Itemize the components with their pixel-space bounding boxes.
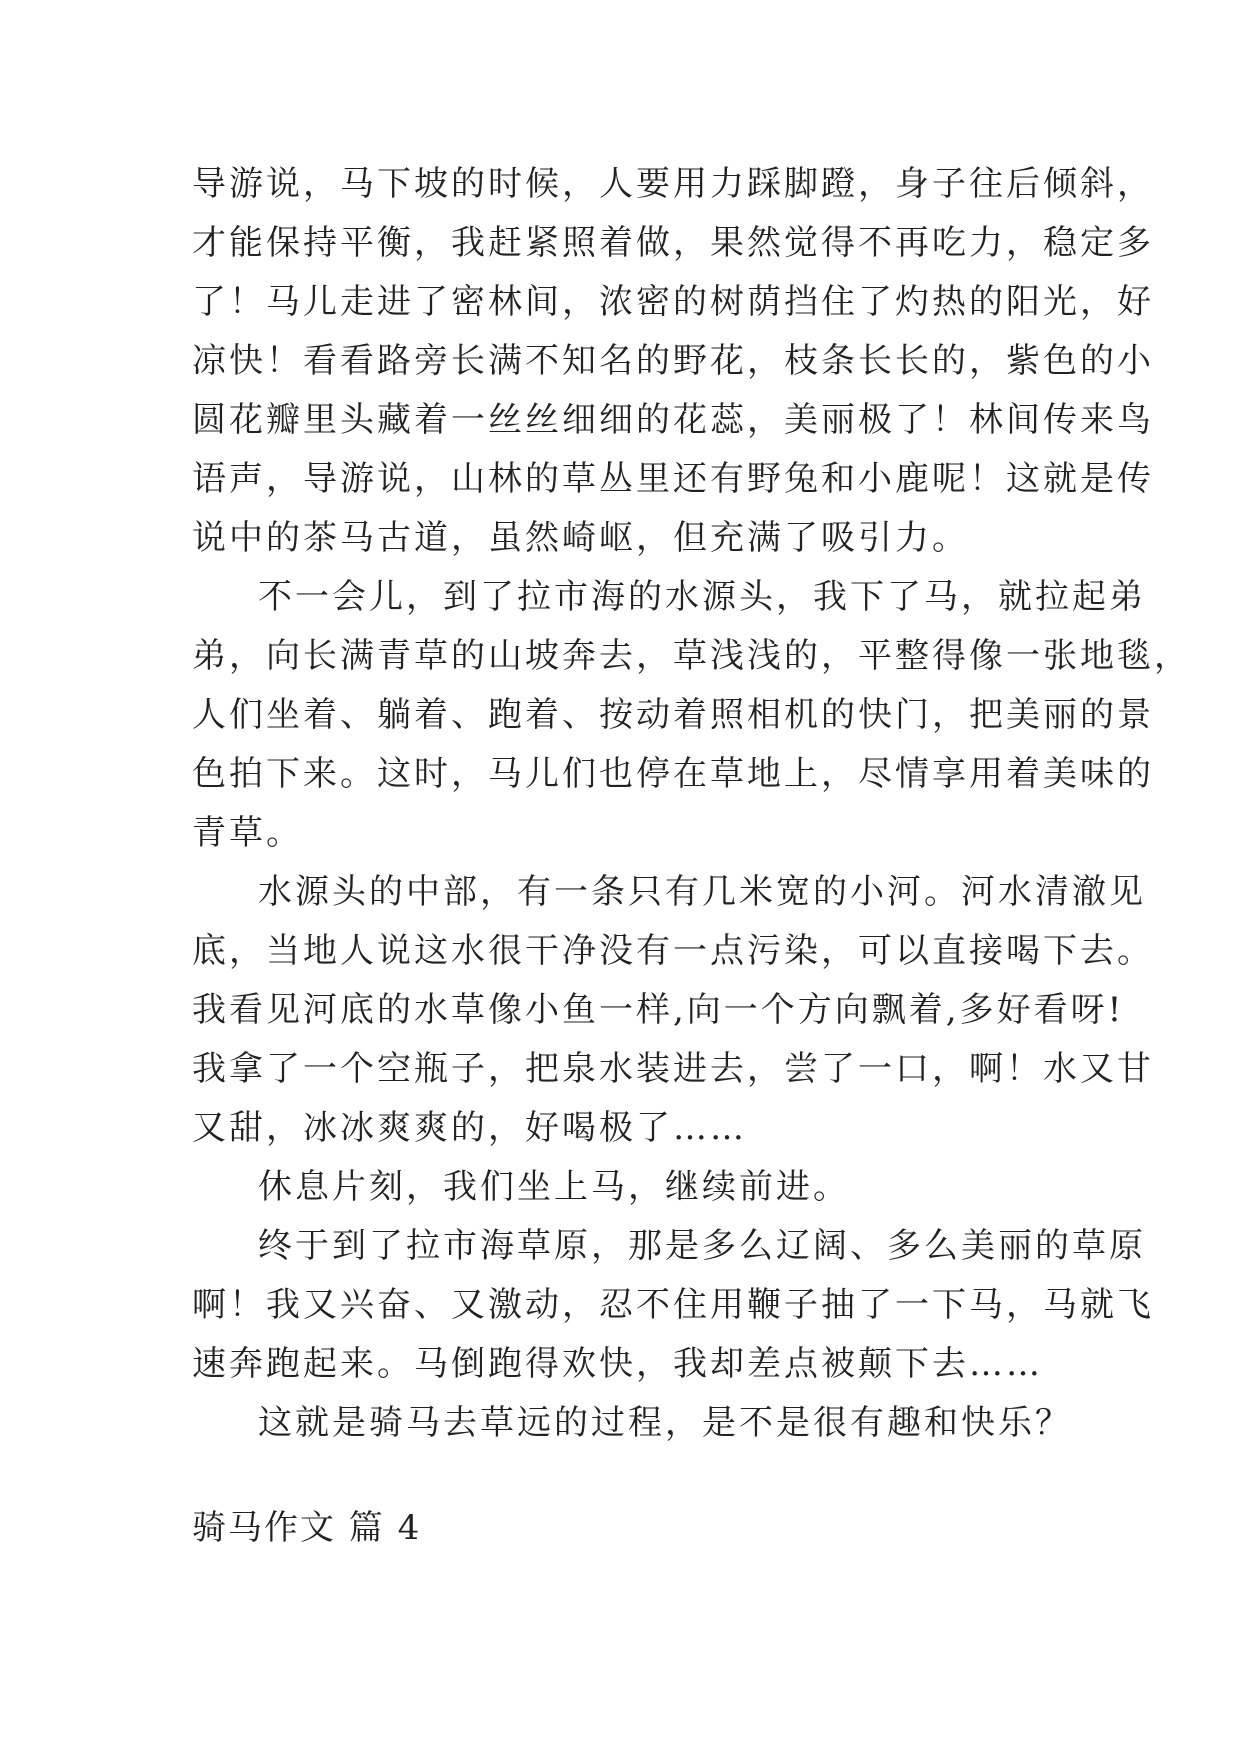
paragraph-line: 不一会儿，到了拉市海的水源头，我下了马，就拉起弟 — [258, 577, 1146, 617]
paragraph-line: 啊！我又兴奋、又激动，忍不住用鞭子抽了一下马，马就飞 — [192, 1285, 1154, 1325]
paragraph-line: 才能保持平衡，我赶紧照着做，果然觉得不再吃力，稳定多 — [192, 223, 1154, 263]
paragraph-line: 人们坐着、躺着、跑着、按动着照相机的快门，把美丽的景 — [192, 695, 1154, 735]
paragraph-line: 休息片刻，我们坐上马，继续前进。 — [258, 1167, 850, 1207]
paragraph-line: 又甜，冰冰爽爽的，好喝极了…… — [192, 1108, 747, 1148]
paragraph-line: 我看见河底的水草像小鱼一样,向一个方向飘着,多好看呀! — [192, 990, 1125, 1030]
paragraph-line: 我拿了一个空瓶子，把泉水装进去，尝了一口，啊！水又甘 — [192, 1049, 1154, 1089]
paragraph-line: 终于到了拉市海草原，那是多么辽阔、多么美丽的草原 — [258, 1226, 1146, 1266]
paragraph-line: 底，当地人说这水很干净没有一点污染，可以直接喝下去。 — [192, 931, 1154, 971]
paragraph-line: 水源头的中部，有一条只有几米宽的小河。河水清澈见 — [258, 872, 1146, 912]
paragraph-line: 圆花瓣里头藏着一丝丝细细的花蕊，美丽极了！林间传来鸟 — [192, 400, 1154, 440]
paragraph-line: 青草。 — [192, 813, 303, 853]
paragraph-line: 这就是骑马去草远的过程，是不是很有趣和快乐？ — [258, 1403, 1072, 1443]
paragraph-line: 了！马儿走进了密林间，浓密的树荫挡住了灼热的阳光，好 — [192, 282, 1154, 322]
paragraph-line: 说中的茶马古道，虽然崎岖，但充满了吸引力。 — [192, 518, 969, 558]
paragraph-line: 色拍下来。这时，马儿们也停在草地上，尽情享用着美味的 — [192, 754, 1154, 794]
paragraph-line: 导游说，马下坡的时候，人要用力踩脚蹬，身子往后倾斜， — [192, 164, 1154, 204]
paragraph-line: 弟，向长满青草的山坡奔去，草浅浅的，平整得像一张地毯， — [192, 636, 1191, 676]
section-heading: 骑马作文 篇 4 — [192, 1508, 422, 1548]
paragraph-line: 速奔跑起来。马倒跑得欢快，我却差点被颠下去…… — [192, 1344, 1043, 1384]
paragraph-line: 语声，导游说，山林的草丛里还有野兔和小鹿呢！这就是传 — [192, 459, 1154, 499]
paragraph-line: 凉快！看看路旁长满不知名的野花，枝条长长的，紫色的小 — [192, 341, 1154, 381]
